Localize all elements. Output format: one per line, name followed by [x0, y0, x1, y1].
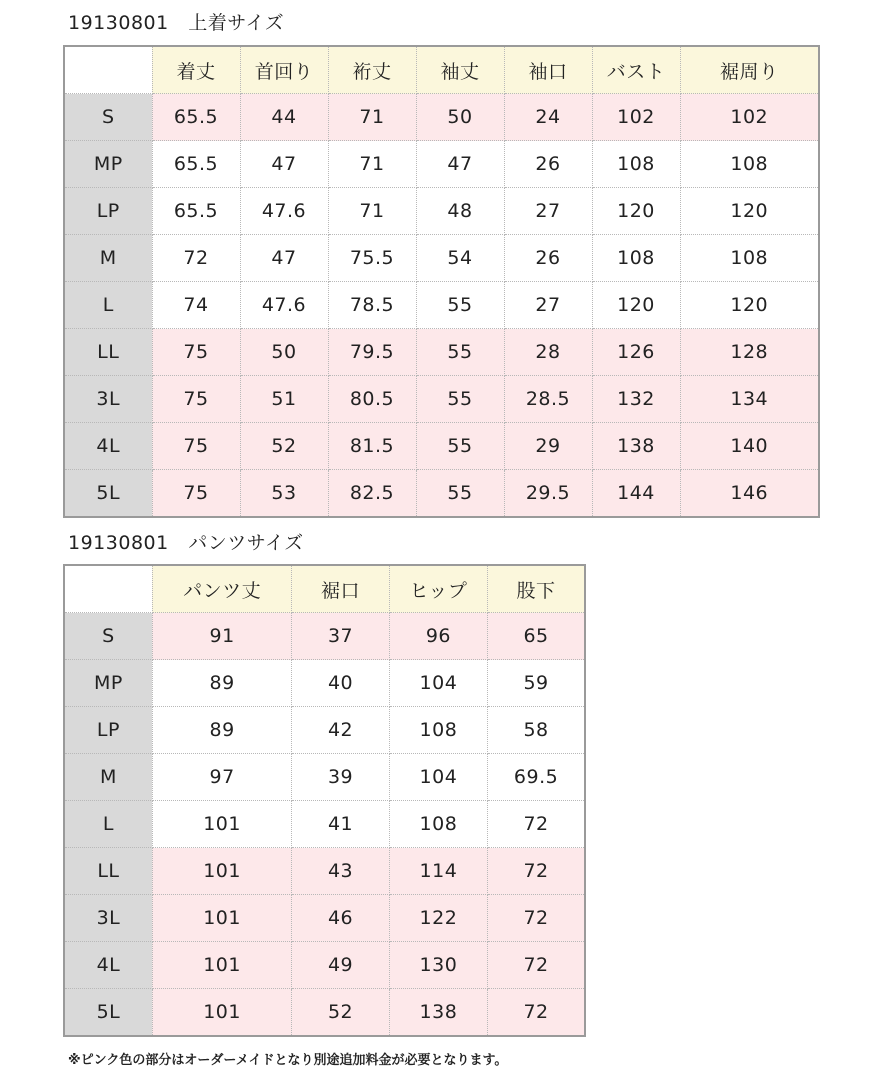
- table-row: [64, 423, 819, 470]
- table-row: [64, 801, 585, 848]
- measurement-cell: 140: [680, 423, 819, 470]
- pants-table-header: [64, 565, 585, 613]
- measurement-cell: 130: [389, 942, 487, 989]
- size-label: LL: [64, 848, 152, 895]
- measurement-cell: 101: [152, 942, 292, 989]
- measurement-cell: 48: [416, 188, 504, 235]
- size-label: LP: [64, 707, 152, 754]
- measurement-cell: 104: [389, 660, 487, 707]
- table-row: [64, 282, 819, 329]
- measurement-cell: 79.5: [328, 329, 416, 376]
- measurement-cell: 101: [152, 989, 292, 1037]
- measurement-cell: 65.5: [152, 94, 240, 141]
- measurement-cell: 101: [152, 895, 292, 942]
- size-label: 3L: [64, 895, 152, 942]
- size-label: S: [64, 613, 152, 660]
- table-row: [64, 141, 819, 188]
- corner-cell: [64, 565, 152, 613]
- table-row: [64, 470, 819, 518]
- measurement-cell: 72: [488, 801, 585, 848]
- table-row: [64, 848, 585, 895]
- table-row: [64, 188, 819, 235]
- measurement-cell: 138: [592, 423, 680, 470]
- measurement-cell: 75: [152, 470, 240, 518]
- size-label: L: [64, 282, 152, 329]
- measurement-cell: 46: [292, 895, 389, 942]
- measurement-cell: 26: [504, 141, 592, 188]
- measurement-cell: 108: [592, 235, 680, 282]
- pants-size-table: [63, 564, 586, 1037]
- measurement-cell: 55: [416, 423, 504, 470]
- size-label: MP: [64, 141, 152, 188]
- jacket-size-table: [63, 45, 820, 518]
- measurement-cell: 120: [592, 188, 680, 235]
- measurement-cell: 120: [680, 282, 819, 329]
- size-label: MP: [64, 660, 152, 707]
- measurement-cell: 50: [416, 94, 504, 141]
- size-label: 5L: [64, 470, 152, 518]
- measurement-cell: 28: [504, 329, 592, 376]
- header-row: [64, 565, 585, 613]
- column-header: 首回り: [240, 46, 328, 94]
- pants-table-body: [64, 613, 585, 1037]
- table-row: [64, 660, 585, 707]
- size-label: 4L: [64, 423, 152, 470]
- measurement-cell: 146: [680, 470, 819, 518]
- measurement-cell: 58: [488, 707, 585, 754]
- table-row: [64, 613, 585, 660]
- measurement-cell: 108: [592, 141, 680, 188]
- measurement-cell: 72: [488, 989, 585, 1037]
- measurement-cell: 128: [680, 329, 819, 376]
- jacket-table-header: [64, 46, 819, 94]
- measurement-cell: 52: [240, 423, 328, 470]
- measurement-cell: 75: [152, 423, 240, 470]
- measurement-cell: 47: [240, 235, 328, 282]
- measurement-cell: 43: [292, 848, 389, 895]
- measurement-cell: 28.5: [504, 376, 592, 423]
- pants-size-title: 19130801 パンツサイズ: [68, 532, 304, 554]
- measurement-cell: 50: [240, 329, 328, 376]
- measurement-cell: 75.5: [328, 235, 416, 282]
- measurement-cell: 42: [292, 707, 389, 754]
- size-label: 3L: [64, 376, 152, 423]
- measurement-cell: 120: [592, 282, 680, 329]
- measurement-cell: 47: [240, 141, 328, 188]
- corner-cell: [64, 46, 152, 94]
- jacket-size-title: 19130801 上着サイズ: [68, 12, 285, 34]
- column-header: 裄丈: [328, 46, 416, 94]
- column-header: パンツ丈: [152, 565, 292, 613]
- measurement-cell: 29: [504, 423, 592, 470]
- measurement-cell: 40: [292, 660, 389, 707]
- measurement-cell: 39: [292, 754, 389, 801]
- table-row: [64, 942, 585, 989]
- measurement-cell: 91: [152, 613, 292, 660]
- size-label: M: [64, 235, 152, 282]
- measurement-cell: 108: [680, 141, 819, 188]
- measurement-cell: 144: [592, 470, 680, 518]
- table-row: [64, 94, 819, 141]
- measurement-cell: 29.5: [504, 470, 592, 518]
- measurement-cell: 71: [328, 94, 416, 141]
- measurement-cell: 26: [504, 235, 592, 282]
- measurement-cell: 75: [152, 329, 240, 376]
- table-row: [64, 754, 585, 801]
- measurement-cell: 49: [292, 942, 389, 989]
- measurement-cell: 59: [488, 660, 585, 707]
- measurement-cell: 54: [416, 235, 504, 282]
- measurement-cell: 47.6: [240, 188, 328, 235]
- table-row: [64, 707, 585, 754]
- jacket-table-body: [64, 94, 819, 518]
- pink-cell-note: ※ピンク色の部分はオーダーメイドとなり別途追加料金が必要となります。: [68, 1053, 508, 1068]
- column-header: 着丈: [152, 46, 240, 94]
- measurement-cell: 72: [488, 848, 585, 895]
- table-row: [64, 329, 819, 376]
- size-label: LL: [64, 329, 152, 376]
- measurement-cell: 53: [240, 470, 328, 518]
- table-row: [64, 895, 585, 942]
- column-header: 裾周り: [680, 46, 819, 94]
- measurement-cell: 89: [152, 707, 292, 754]
- measurement-cell: 80.5: [328, 376, 416, 423]
- measurement-cell: 55: [416, 329, 504, 376]
- measurement-cell: 71: [328, 188, 416, 235]
- measurement-cell: 47.6: [240, 282, 328, 329]
- size-label: M: [64, 754, 152, 801]
- measurement-cell: 65.5: [152, 188, 240, 235]
- measurement-cell: 96: [389, 613, 487, 660]
- measurement-cell: 108: [389, 707, 487, 754]
- header-row: [64, 46, 819, 94]
- measurement-cell: 27: [504, 282, 592, 329]
- measurement-cell: 89: [152, 660, 292, 707]
- measurement-cell: 102: [592, 94, 680, 141]
- measurement-cell: 72: [488, 895, 585, 942]
- measurement-cell: 132: [592, 376, 680, 423]
- measurement-cell: 101: [152, 848, 292, 895]
- measurement-cell: 134: [680, 376, 819, 423]
- size-label: 5L: [64, 989, 152, 1037]
- column-header: バスト: [592, 46, 680, 94]
- measurement-cell: 51: [240, 376, 328, 423]
- measurement-cell: 104: [389, 754, 487, 801]
- measurement-cell: 75: [152, 376, 240, 423]
- table-row: [64, 235, 819, 282]
- measurement-cell: 65: [488, 613, 585, 660]
- measurement-cell: 55: [416, 470, 504, 518]
- measurement-cell: 72: [488, 942, 585, 989]
- measurement-cell: 65.5: [152, 141, 240, 188]
- table-row: [64, 376, 819, 423]
- measurement-cell: 97: [152, 754, 292, 801]
- measurement-cell: 122: [389, 895, 487, 942]
- size-label: 4L: [64, 942, 152, 989]
- column-header: 股下: [488, 565, 585, 613]
- column-header: ヒップ: [389, 565, 487, 613]
- measurement-cell: 108: [680, 235, 819, 282]
- size-label: LP: [64, 188, 152, 235]
- measurement-cell: 126: [592, 329, 680, 376]
- measurement-cell: 72: [152, 235, 240, 282]
- measurement-cell: 47: [416, 141, 504, 188]
- size-label: S: [64, 94, 152, 141]
- measurement-cell: 37: [292, 613, 389, 660]
- measurement-cell: 55: [416, 282, 504, 329]
- column-header: 袖口: [504, 46, 592, 94]
- measurement-cell: 69.5: [488, 754, 585, 801]
- size-label: L: [64, 801, 152, 848]
- measurement-cell: 71: [328, 141, 416, 188]
- measurement-cell: 55: [416, 376, 504, 423]
- measurement-cell: 114: [389, 848, 487, 895]
- measurement-cell: 138: [389, 989, 487, 1037]
- measurement-cell: 81.5: [328, 423, 416, 470]
- measurement-cell: 108: [389, 801, 487, 848]
- measurement-cell: 120: [680, 188, 819, 235]
- measurement-cell: 74: [152, 282, 240, 329]
- measurement-cell: 27: [504, 188, 592, 235]
- measurement-cell: 102: [680, 94, 819, 141]
- table-row: [64, 989, 585, 1037]
- column-header: 袖丈: [416, 46, 504, 94]
- measurement-cell: 44: [240, 94, 328, 141]
- measurement-cell: 24: [504, 94, 592, 141]
- measurement-cell: 52: [292, 989, 389, 1037]
- measurement-cell: 78.5: [328, 282, 416, 329]
- measurement-cell: 101: [152, 801, 292, 848]
- column-header: 裾口: [292, 565, 389, 613]
- measurement-cell: 82.5: [328, 470, 416, 518]
- measurement-cell: 41: [292, 801, 389, 848]
